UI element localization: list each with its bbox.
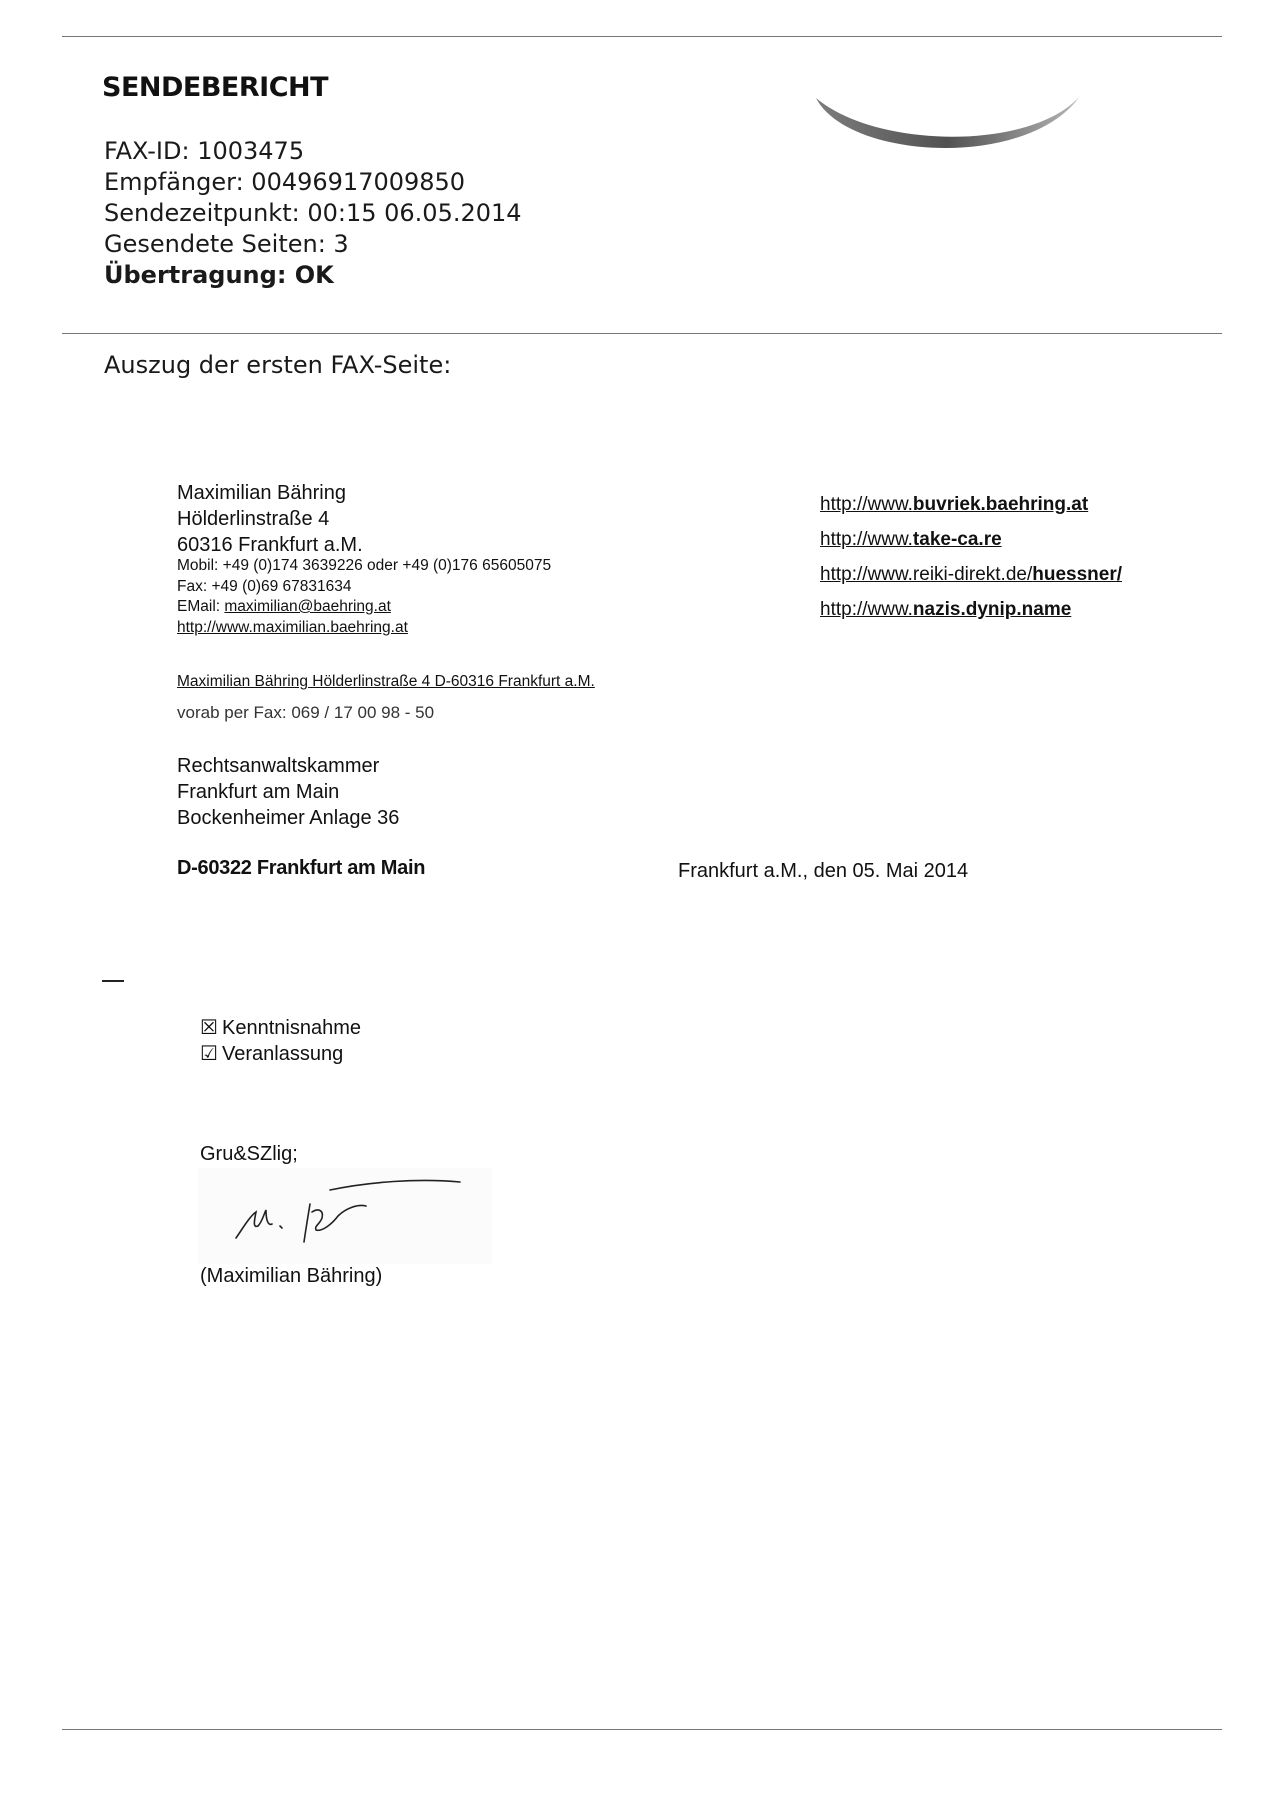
fax-id: FAX-ID: 1003475 [104, 137, 305, 165]
sender-email-link[interactable]: maximilian@baehring.at [224, 598, 391, 615]
sender-name: Maximilian Bähring [177, 482, 346, 504]
signer-name: (Maximilian Bähring) [200, 1265, 383, 1287]
sender-email: EMail: maximilian@baehring.at [177, 598, 391, 615]
sender-website-link[interactable]: http://www.maximilian.baehring.at [177, 618, 408, 636]
sender-fax: Fax: +49 (0)69 67831634 [177, 577, 352, 595]
recipient-city: D-60322 Frankfurt am Main [177, 857, 426, 879]
simple-fax-logo [808, 58, 1200, 160]
sender-address-block [177, 480, 363, 558]
report-title: SENDEBERICHT [102, 72, 329, 103]
pages-sent: Gesendete Seiten: 3 [104, 230, 349, 258]
recipient-line-2: Frankfurt am Main [177, 781, 340, 803]
letter-date: Frankfurt a.M., den 05. Mai 2014 [678, 860, 969, 882]
fold-mark [102, 980, 124, 982]
top-rule [62, 36, 1222, 37]
sender-city: 60316 Frankfurt a.M. [177, 534, 363, 556]
greeting: Gru&SZlig; [200, 1143, 298, 1165]
handwritten-signature [198, 1168, 492, 1264]
sender-mobile: Mobil: +49 (0)174 3639226 oder +49 (0)176 65605075 [177, 557, 552, 574]
mid-rule [62, 333, 1222, 334]
sent-timestamp: Sendezeitpunkt: 00:15 06.05.2014 [104, 199, 522, 227]
fax-prefix-note: vorab per Fax: 069 / 17 00 98 - 50 [177, 703, 435, 722]
sender-street: Hölderlinstraße 4 [177, 508, 330, 530]
excerpt-label: Auszug der ersten FAX-Seite: [104, 351, 452, 379]
recipient-address [177, 753, 399, 831]
return-address: Maximilian Bähring Hölderlinstraße 4 D-60316 Frankfurt a.M. [177, 673, 595, 690]
bottom-rule [62, 1729, 1222, 1730]
recipient-number: Empfänger: 00496917009850 [104, 168, 466, 196]
link-buvriek[interactable]: http://www.buvriek.baehring.at [820, 494, 1089, 515]
checkbox-kenntnisnahme: ☒ Kenntnisnahme [200, 1017, 361, 1039]
checkbox-x-icon: ☒ [200, 1017, 218, 1039]
sender-contact-block [177, 556, 551, 638]
report-meta [104, 136, 522, 291]
checkbox-veranlassung: ☑ Veranlassung [200, 1043, 344, 1065]
link-nazis-dynip[interactable]: http://www.nazis.dynip.name [820, 599, 1072, 620]
link-take-care[interactable]: http://www.take-ca.re [820, 529, 1002, 550]
sender-links [820, 487, 1122, 627]
link-reiki-direkt[interactable]: http://www.reiki-direkt.de/huessner/ [820, 564, 1123, 585]
checkbox-list [200, 1015, 361, 1067]
recipient-line-1: Rechtsanwaltskammer [177, 755, 380, 777]
checkbox-check-icon: ☑ [200, 1043, 218, 1065]
recipient-line-3: Bockenheimer Anlage 36 [177, 807, 400, 829]
transmission-status: Übertragung: OK [104, 261, 334, 289]
